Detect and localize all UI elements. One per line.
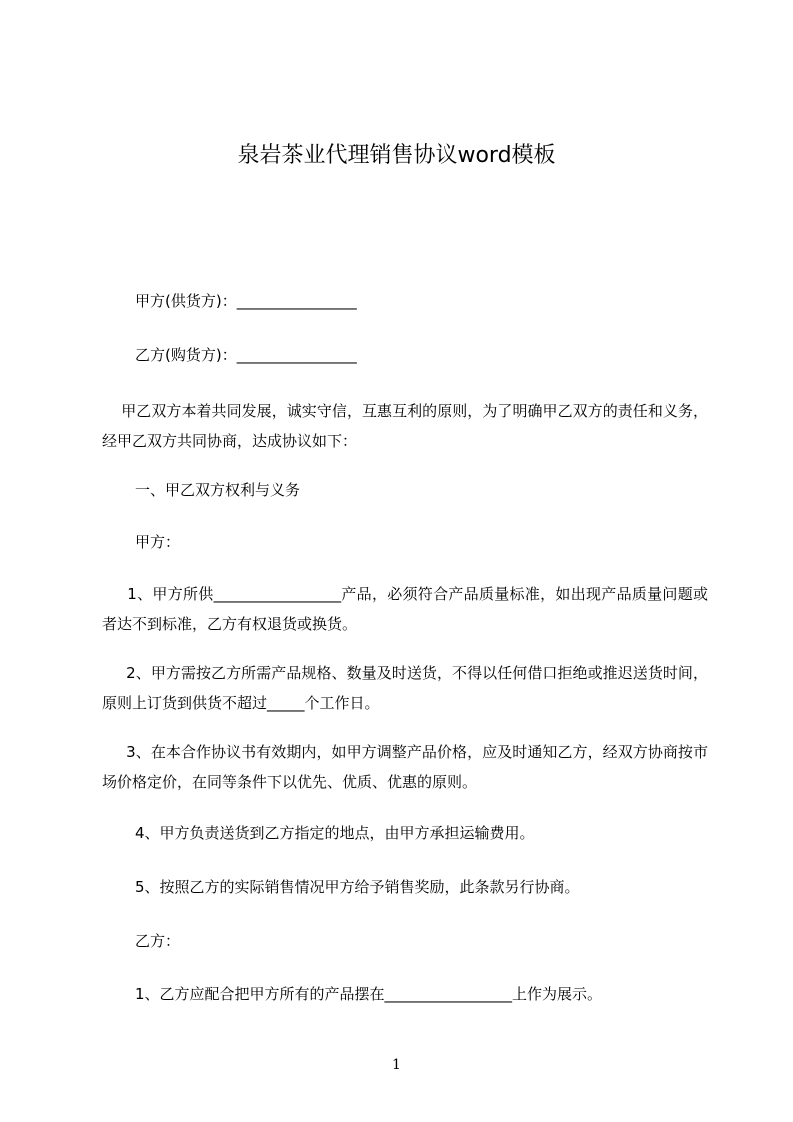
a-clause-5: 5、按照乙方的实际销售情况甲方给予销售奖励，此条款另行协商。 [135,878,580,896]
party-a-heading: 甲方： [135,533,181,551]
b-clause-1: 1、乙方应配合把甲方所有的产品摆在_________________上作为展示。 [135,985,603,1003]
party-b-line: 乙方(购货方)：________________ [135,346,357,364]
a-clause-4: 4、甲方负责送货到乙方指定的地点，由甲方承担运输费用。 [135,824,535,842]
preamble-paragraph: 甲乙双方本着共同发展，诚实守信，互惠互利的原则，为了明确甲乙双方的责任和义务，经甲乙双方共同协商，达成协议如下： [102,402,708,450]
a-clause-1: 1、甲方所供_________________产品，必须符合产品质量标准，如出现产品质量问题或者达不到标准，乙方有权退货或换货。 [102,585,709,633]
a-clause-3: 3、在本合作协议书有效期内，如甲方调整产品价格，应及时通知乙方，经双方协商按市场价格定价，在同等条件下以优先、优质、优惠的原则。 [102,743,708,791]
document-title: 泉岩茶业代理销售协议word模板 [237,143,556,168]
party-a-line: 甲方(供货方)：________________ [135,292,357,310]
party-b-heading: 乙方： [135,932,181,950]
section-1-heading: 一、甲乙双方权利与义务 [135,481,301,499]
a-clause-2: 2、甲方需按乙方所需产品规格、数量及时送货，不得以任何借口拒绝或推迟送货时间，原则上订货到供货不超过_____个工作日。 [102,664,708,712]
page-number: 1 [392,1057,401,1073]
